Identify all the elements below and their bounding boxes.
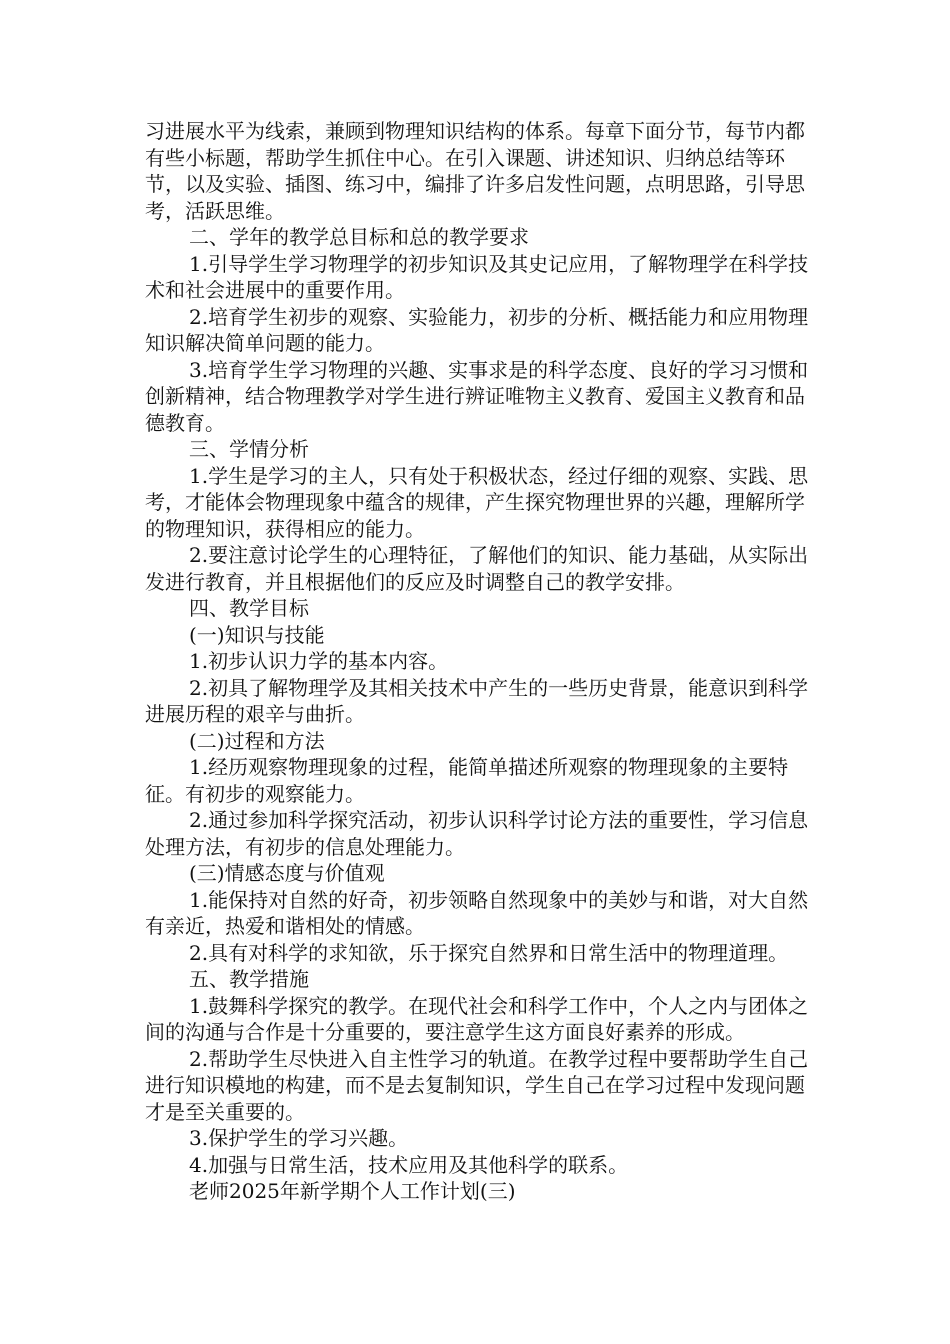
subsection-heading: (二)过程和方法 bbox=[189, 728, 325, 753]
document-body bbox=[145, 118, 815, 1205]
section-heading: 三、学情分析 bbox=[189, 437, 309, 461]
document-title: 老师2025年新学期个人工作计划(三) bbox=[189, 1179, 516, 1203]
paragraph: 4.加强与日常生活，技术应用及其他科学的联系。 bbox=[189, 1152, 629, 1177]
paragraph: 1.鼓舞科学探究的教学。在现代社会和科学工作中，个人之内与团体之间的沟通与合作是十分重要的，要注意学生这方面良好素养的形成。 bbox=[145, 993, 809, 1044]
section-heading: 二、学年的教学总目标和总的教学要求 bbox=[189, 225, 529, 249]
paragraph: 2.通过参加科学探究活动，初步认识科学讨论方法的重要性，学习信息处理方法，有初步的信息处理能力。 bbox=[145, 808, 809, 859]
section-heading: 五、教学措施 bbox=[189, 967, 309, 991]
paragraph: 习进展水平为线索，兼顾到物理知识结构的体系。每章下面分节，每节内都有些小标题，帮助学生抓住中心。在引入课题、讲述知识、归纳总结等环节，以及实验、插图、练习中，编排了许多启发性问题，点明思路，引导思考，活跃思维。 bbox=[145, 119, 805, 223]
paragraph: 2.具有对科学的求知欲，乐于探究自然界和日常生活中的物理道理。 bbox=[189, 940, 789, 965]
subsection-heading: (一)知识与技能 bbox=[189, 622, 325, 647]
paragraph: 2.要注意讨论学生的心理特征，了解他们的知识、能力基础，从实际出发进行教育，并且根据他们的反应及时调整自己的教学安排。 bbox=[145, 543, 809, 594]
section-heading: 四、教学目标 bbox=[189, 596, 309, 620]
paragraph: 3.保护学生的学习兴趣。 bbox=[189, 1126, 409, 1150]
paragraph: 1.引导学生学习物理学的初步知识及其史记应用，了解物理学在科学技术和社会进展中的重要作用。 bbox=[145, 251, 809, 302]
paragraph: 3.培育学生学习物理的兴趣、实事求是的科学态度、良好的学习习惯和创新精神，结合物理教学对学生进行辨证唯物主义教育、爱国主义教育和品德教育。 bbox=[145, 357, 809, 435]
paragraph: 1.能保持对自然的好奇，初步领略自然现象中的美妙与和谐，对大自然有亲近，热爱和谐相处的情感。 bbox=[145, 887, 809, 938]
paragraph: 2.初具了解物理学及其相关技术中产生的一些历史背景，能意识到科学进展历程的艰辛与曲折。 bbox=[145, 675, 809, 726]
subsection-heading: (三)情感态度与价值观 bbox=[189, 861, 385, 885]
paragraph: 1.经历观察物理现象的过程，能简单描述所观察的物理现象的主要特征。有初步的观察能力。 bbox=[145, 755, 789, 806]
paragraph: 1.初步认识力学的基本内容。 bbox=[189, 649, 449, 673]
paragraph: 1.学生是学习的主人，只有处于积极状态，经过仔细的观察、实践、思考，才能体会物理现象中蕴含的规律，产生探究物理世界的兴趣，理解所学的物理知识，获得相应的能力。 bbox=[145, 463, 809, 541]
paragraph: 2.培育学生初步的观察、实验能力，初步的分析、概括能力和应用物理知识解决简单问题的能力。 bbox=[145, 304, 809, 355]
paragraph: 2.帮助学生尽快进入自主性学习的轨道。在教学过程中要帮助学生自己进行知识模地的构建，而不是去复制知识，学生自己在学习过程中发现问题才是至关重要的。 bbox=[145, 1046, 809, 1124]
